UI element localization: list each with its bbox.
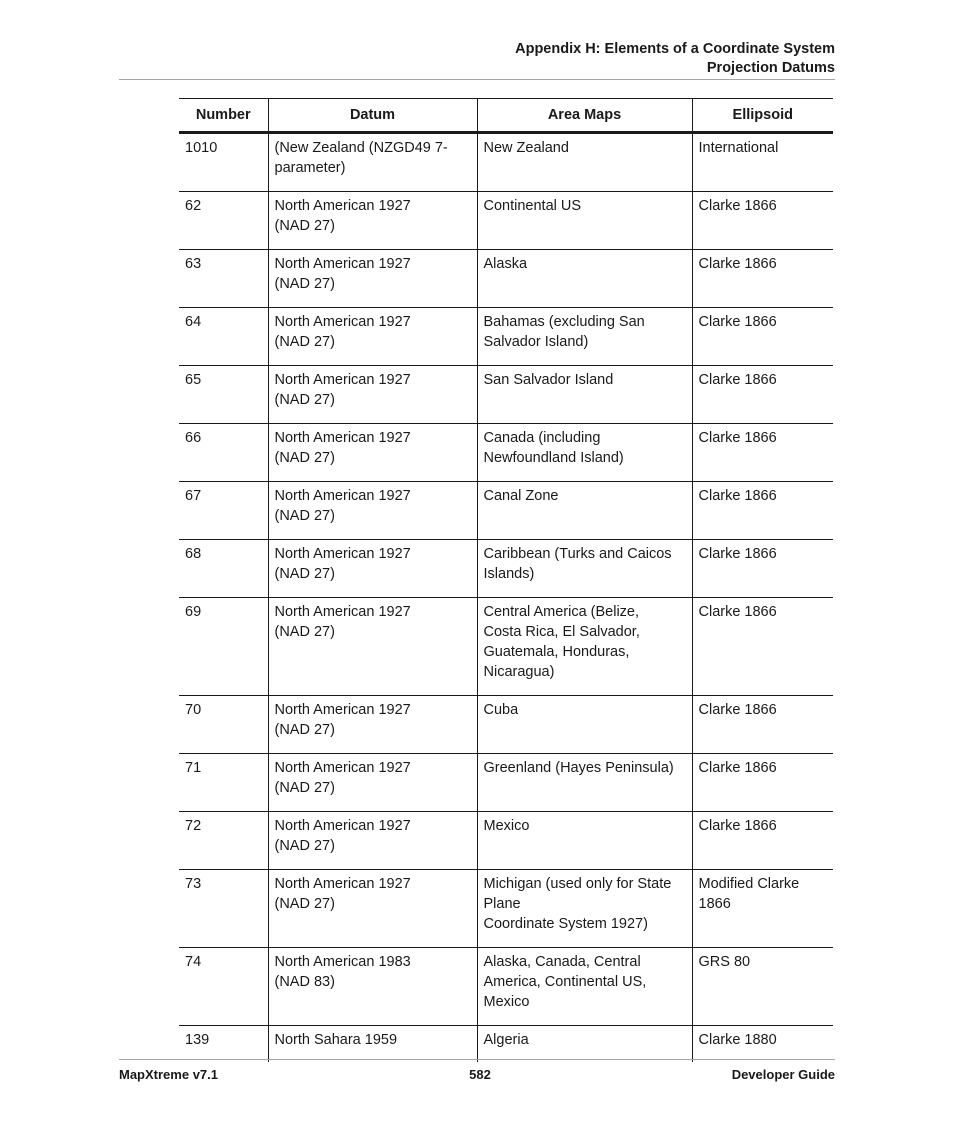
cell-ellipsoid-line: Clarke 1866: [698, 604, 777, 620]
cell-ellipsoid: [692, 948, 833, 1026]
cell-number: 62: [179, 192, 268, 250]
cell-datum-line: (NAD 27): [274, 896, 335, 912]
cell-ellipsoid: [692, 250, 833, 308]
cell-number: 70: [179, 696, 268, 754]
cell-area-maps-line: Continental US: [483, 198, 582, 214]
cell-datum: [268, 133, 477, 192]
cell-datum-line: (New Zealand (NZGD49 7-: [274, 140, 448, 156]
cell-area-maps: [477, 540, 692, 598]
cell-area-maps: [477, 366, 692, 424]
cell-area-maps: [477, 870, 692, 948]
cell-ellipsoid-line: Clarke 1866: [698, 430, 777, 446]
cell-area-maps: [477, 424, 692, 482]
cell-datum-line: (NAD 27): [274, 838, 335, 854]
cell-datum-line: (NAD 27): [274, 508, 335, 524]
cell-area-maps: [477, 754, 692, 812]
table-row: [179, 540, 833, 598]
cell-datum: [268, 948, 477, 1026]
cell-datum-line: (NAD 27): [274, 624, 335, 640]
cell-area-maps-line: Mexico: [483, 994, 530, 1010]
cell-area-maps: [477, 1026, 692, 1063]
cell-area-maps-line: Alaska: [483, 256, 528, 272]
table-body: [179, 133, 833, 1063]
cell-number: 65: [179, 366, 268, 424]
table-row: [179, 870, 833, 948]
cell-datum-line: (NAD 27): [274, 780, 335, 796]
cell-ellipsoid-line: Clarke 1880: [698, 1032, 777, 1048]
cell-ellipsoid-line: Clarke 1866: [698, 314, 777, 330]
table-row: [179, 1026, 833, 1063]
cell-area-maps: [477, 948, 692, 1026]
cell-datum-line: (NAD 27): [274, 334, 335, 350]
cell-area-maps: [477, 308, 692, 366]
cell-number: 73: [179, 870, 268, 948]
cell-number: 64: [179, 308, 268, 366]
table-row: [179, 598, 833, 696]
cell-number: 67: [179, 482, 268, 540]
column-header-area-maps: Area Maps: [477, 99, 692, 133]
cell-area-maps-line: Greenland (Hayes Peninsula): [483, 760, 674, 776]
cell-number: 68: [179, 540, 268, 598]
table-row: [179, 250, 833, 308]
cell-datum-line: (NAD 27): [274, 450, 335, 466]
table-row: [179, 424, 833, 482]
cell-area-maps: [477, 133, 692, 192]
table-row: [179, 192, 833, 250]
cell-ellipsoid-line: Clarke 1866: [698, 372, 777, 388]
cell-number: 72: [179, 812, 268, 870]
cell-datum-line: (NAD 27): [274, 276, 335, 292]
cell-datum-line: North American 1927: [274, 198, 411, 214]
cell-datum: [268, 1026, 477, 1063]
cell-datum: [268, 366, 477, 424]
header-divider: [119, 79, 835, 80]
cell-datum-line: parameter): [274, 160, 346, 176]
cell-area-maps-line: Cuba: [483, 702, 519, 718]
cell-ellipsoid: [692, 696, 833, 754]
cell-number: 71: [179, 754, 268, 812]
cell-datum-line: North American 1927: [274, 430, 411, 446]
cell-datum-line: (NAD 27): [274, 566, 335, 582]
cell-number: 66: [179, 424, 268, 482]
cell-area-maps-line: Guatemala, Honduras,: [483, 644, 630, 660]
cell-area-maps-line: Mexico: [483, 818, 530, 834]
cell-datum: [268, 192, 477, 250]
table-row: [179, 133, 833, 192]
cell-ellipsoid-line: Clarke 1866: [698, 488, 777, 504]
cell-datum-line: North American 1983: [274, 954, 411, 970]
table-row: [179, 482, 833, 540]
footer-product-name: MapXtreme v7.1: [119, 1067, 218, 1082]
cell-ellipsoid: [692, 192, 833, 250]
cell-area-maps-line: New Zealand: [483, 140, 569, 156]
cell-datum-line: North American 1927: [274, 546, 411, 562]
cell-ellipsoid-line: 1866: [698, 896, 731, 912]
cell-datum: [268, 696, 477, 754]
cell-datum-line: North Sahara 1959: [274, 1032, 398, 1048]
cell-ellipsoid: [692, 540, 833, 598]
cell-ellipsoid: [692, 424, 833, 482]
cell-area-maps-line: Bahamas (excluding San: [483, 314, 645, 330]
cell-datum: [268, 250, 477, 308]
cell-datum: [268, 870, 477, 948]
cell-area-maps: [477, 696, 692, 754]
cell-ellipsoid-line: Clarke 1866: [698, 256, 777, 272]
cell-datum-line: (NAD 83): [274, 974, 335, 990]
cell-area-maps-line: Plane: [483, 896, 521, 912]
cell-ellipsoid: [692, 598, 833, 696]
cell-area-maps-line: Newfoundland Island): [483, 450, 624, 466]
cell-ellipsoid-line: Clarke 1866: [698, 546, 777, 562]
cell-datum: [268, 308, 477, 366]
cell-datum: [268, 540, 477, 598]
footer-guide-title: Developer Guide: [731, 1067, 835, 1082]
cell-ellipsoid: [692, 812, 833, 870]
cell-datum-line: North American 1927: [274, 372, 411, 388]
cell-area-maps-line: Alaska, Canada, Central: [483, 954, 641, 970]
cell-number: 69: [179, 598, 268, 696]
cell-area-maps: [477, 192, 692, 250]
cell-area-maps-line: San Salvador Island: [483, 372, 614, 388]
footer-page-number: 582: [469, 1067, 491, 1082]
cell-ellipsoid: [692, 482, 833, 540]
cell-number: 74: [179, 948, 268, 1026]
cell-area-maps-line: Michigan (used only for State: [483, 876, 672, 892]
cell-ellipsoid: [692, 308, 833, 366]
cell-ellipsoid: [692, 870, 833, 948]
cell-datum-line: North American 1927: [274, 702, 411, 718]
cell-datum: [268, 598, 477, 696]
table-header-row: [179, 99, 833, 133]
header-chapter-title: Appendix H: Elements of a Coordinate System: [515, 41, 835, 57]
cell-area-maps: [477, 250, 692, 308]
table-row: [179, 754, 833, 812]
table-row: [179, 366, 833, 424]
column-header-number: Number: [179, 99, 268, 133]
cell-ellipsoid-line: Clarke 1866: [698, 198, 777, 214]
cell-area-maps-line: Islands): [483, 566, 535, 582]
cell-ellipsoid-line: Modified Clarke: [698, 876, 800, 892]
cell-number: 63: [179, 250, 268, 308]
cell-area-maps: [477, 598, 692, 696]
cell-datum-line: North American 1927: [274, 760, 411, 776]
cell-datum-line: North American 1927: [274, 604, 411, 620]
cell-datum-line: (NAD 27): [274, 218, 335, 234]
table-row: [179, 948, 833, 1026]
header-section-title: Projection Datums: [706, 60, 835, 76]
cell-area-maps-line: Canada (including: [483, 430, 601, 446]
cell-area-maps: [477, 812, 692, 870]
table-row: [179, 812, 833, 870]
cell-area-maps-line: Costa Rica, El Salvador,: [483, 624, 640, 640]
cell-ellipsoid: [692, 366, 833, 424]
cell-ellipsoid-line: GRS 80: [698, 954, 751, 970]
cell-datum: [268, 424, 477, 482]
cell-area-maps-line: Central America (Belize,: [483, 604, 640, 620]
cell-area-maps-line: Coordinate System 1927): [483, 916, 648, 932]
cell-area-maps: [477, 482, 692, 540]
cell-datum: [268, 754, 477, 812]
cell-ellipsoid-line: Clarke 1866: [698, 760, 777, 776]
cell-datum-line: North American 1927: [274, 488, 411, 504]
cell-area-maps-line: Caribbean (Turks and Caicos: [483, 546, 672, 562]
footer-divider: [119, 1059, 835, 1060]
page-header: [119, 40, 835, 78]
cell-ellipsoid-line: International: [698, 140, 779, 156]
cell-ellipsoid: [692, 754, 833, 812]
cell-ellipsoid-line: Clarke 1866: [698, 818, 777, 834]
cell-datum-line: (NAD 27): [274, 722, 335, 738]
cell-area-maps-line: Canal Zone: [483, 488, 559, 504]
cell-datum-line: North American 1927: [274, 256, 411, 272]
cell-datum: [268, 482, 477, 540]
cell-datum-line: North American 1927: [274, 314, 411, 330]
cell-area-maps-line: Nicaragua): [483, 664, 555, 680]
cell-area-maps-line: Algeria: [483, 1032, 529, 1048]
cell-area-maps-line: America, Continental US,: [483, 974, 647, 990]
cell-ellipsoid: [692, 133, 833, 192]
column-header-ellipsoid: Ellipsoid: [692, 99, 833, 133]
cell-number: 1010: [179, 133, 268, 192]
cell-ellipsoid-line: Clarke 1866: [698, 702, 777, 718]
cell-ellipsoid: [692, 1026, 833, 1063]
cell-datum: [268, 812, 477, 870]
datum-table: [179, 98, 833, 1062]
cell-datum-line: North American 1927: [274, 818, 411, 834]
cell-number: 139: [185, 1032, 210, 1048]
table-row: [179, 308, 833, 366]
cell-datum-line: (NAD 27): [274, 392, 335, 408]
column-header-datum: Datum: [268, 99, 477, 133]
table-row: [179, 696, 833, 754]
cell-area-maps-line: Salvador Island): [483, 334, 589, 350]
cell-datum-line: North American 1927: [274, 876, 411, 892]
